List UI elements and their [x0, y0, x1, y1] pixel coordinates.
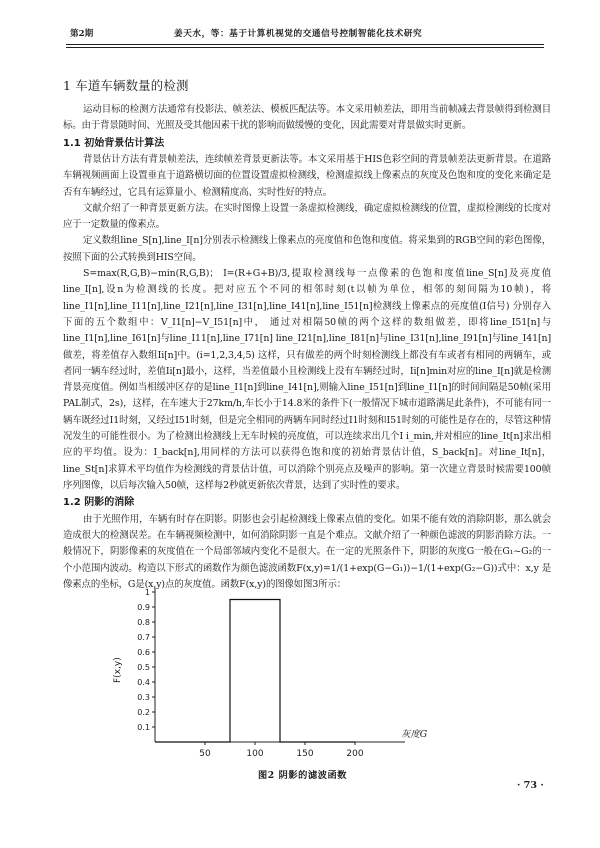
section-number: 1 — [63, 78, 72, 93]
y-tick-label: 0.8 — [137, 618, 150, 627]
x-tick-label: 100 — [246, 749, 264, 759]
running-header — [70, 27, 540, 41]
section-intro: 运动目标的检测方法通常有投影法、帧差法、模板匹配法等。本文采用帧差法，即用当前帧减去背景帧得到检测目标。由于背景随时间、光照及受其他因素干扰的影响而做缓慢的变化，因此需要对背景做实时更新。 — [63, 104, 551, 132]
y-tick-label: 0.5 — [137, 663, 150, 672]
x-tick-label: 150 — [296, 749, 314, 759]
x-tick-label: 200 — [346, 749, 364, 759]
paragraph: S=max(R,G,B)−min(R,G,B)； I=(R+G+B)/3,提取检测线每一点像素的色饱和度值line_S[n]及亮度值line_I[n],设n为检测线的长度。把对应五个不同的相邻时刻(t以帧为单位，相邻的刻间隔为10帧)，将line_I1[n],line_I11[n],line_I21[n],line_I31[n],line_I41[n],line_I51[n]检测线上像素点的亮度值(I信号) 分别存入下面的五个数组中：V_I1[n]−V_I51[n]中， 通过对相隔50帧的两个这样的数组做差，即将line_I51[n]与line_I1[n],line_I61[n]与line_I11[n],line_I71[n] line_I21[n],line_I81[n]与line_I31[n],line_I91[n]与line_I41[n]做差，将差值存入数组Ii[n]中。(i=1,2,3,4,5) 这样，只有做差的两个时刻检测线上都没有车或者有相同的两辆车，或者同一辆车经过时，差值Ii[n]最小，这样，当差值最小且检测线上没有车辆经过时，Ii[n]min对应的line_I[n]就是检测背景亮度值。例如当相缓冲区存的是line_I1[n]到line_I41[n],则输入line_I51[n]到line_I1[n]的时间间隔是50帧(采用PAL制式，2s)，这样，在车速大于27km/h,车长小于14.8米的条件下(一般情况下城市道路满足此条件)，不可能有同一辆车既经过I1时刻，又经过I51时刻，但是完全相同的两辆车同时经过I1时刻和I51时刻的可能性是存在的，尽管这种情况发生的可能性很小。为了检测出检测线上无车时候的亮度值，可以连续求出几个I i_min,并对相应的line_It[n]求出相应的平均值。设为：I_back[n],用同样的方法可以获得色饱和度的初始背景估计值，S_back[n]。对line_It[n]，line_St[n]求算术平均值作为检测线的背景估计值，可以消除个别亮点及噪声的影响。第一次建立背景时候需要100帧序列图像，以后每次输入50帧，这样每2秒就更新依次背景，达到了实时性的要求。 — [63, 268, 551, 491]
figure-shadow-filter — [95, 576, 475, 806]
header-rule-thin — [66, 47, 544, 48]
filter-curve-line — [155, 600, 355, 743]
y-tick-label: 0.4 — [137, 678, 150, 687]
page-number: · 73 · — [517, 780, 544, 791]
article-body — [63, 66, 551, 593]
subsection-heading-1-2: 1.2 阴影的消除 — [63, 497, 135, 509]
y-tick-label: 1 — [144, 588, 150, 597]
paragraph: 文献介绍了一种背景更新方法。在实时图像上设置一条虚拟检测线，确定虚拟检测线的位置，虚拟检测线的长度对应于一定数量的像素点。 — [63, 202, 551, 231]
y-tick-label: 0.7 — [137, 633, 150, 642]
y-tick-label: 0.6 — [137, 648, 150, 657]
running-title: 姜天水，等：基于计算机视觉的交通信号控制智能化技术研究 — [174, 29, 423, 39]
x-axis-label: 灰度G — [401, 729, 428, 740]
x-tick-label: 50 — [199, 749, 211, 759]
y-tick-label: 0.2 — [137, 708, 150, 717]
paragraph: 定义数组line_S[n],line_I[n]分别表示检测线上像素点的亮度值和色饱和度值。将采集到的RGB空间的彩色图像，按照下面的公式转换到HIS空间。 — [63, 235, 551, 263]
y-axis-label: F(x,y) — [113, 657, 123, 683]
y-tick-label: 0.9 — [137, 603, 150, 612]
subsection-heading-1-1: 1.1 初始背景估计算法 — [63, 137, 165, 149]
section-title: 车道车辆数量的检测 — [75, 78, 189, 93]
y-tick-label: 0.3 — [137, 693, 150, 702]
issue-label: 第2期 — [70, 29, 94, 39]
header-rule-thick — [66, 44, 544, 45]
y-tick-label: 0.1 — [137, 723, 150, 732]
section-heading — [63, 76, 551, 94]
figure-caption: 图2 阴影的滤波函数 — [258, 770, 348, 781]
paragraph: 背景估计方法有背景帧差法，连续帧差背景更新法等。本文采用基于HIS色彩空间的背景帧差法更新背景。在道路车辆视频画面上设置垂直于道路横切面的位置设置虚拟检测线，检测虚拟线上像素点的灰度及色饱和度的变化来确定是否有车辆经过，它具有运算量小、检测精度高、实时性好的特点。 — [63, 154, 551, 198]
paragraph: 由于光照作用，车辆有时存在阴影。阴影也会引起检测线上像素点值的变化。如果不能有效的消除阴影，那么就会造成很大的检测误差。在车辆视频检测中，如何消除阴影一直是个难点。文献介绍了一种颜色滤波的阴影消除方法。一般情况下，阴影像素的灰度值在一个局部邻域内变化不是很大。在一定的光照条件下，阴影的灰度G一般在G₁~G₂的一个小范围内波动。构造以下形式的函数作为颜色滤波函数F(x,y)=1/(1+exp(G−G₁))−1/(1+exp(G₂−G))式中：x,y 是像素点的坐标，G是(x,y)点的灰度值。函数F(x,y)的图像如图3所示： — [63, 513, 551, 590]
